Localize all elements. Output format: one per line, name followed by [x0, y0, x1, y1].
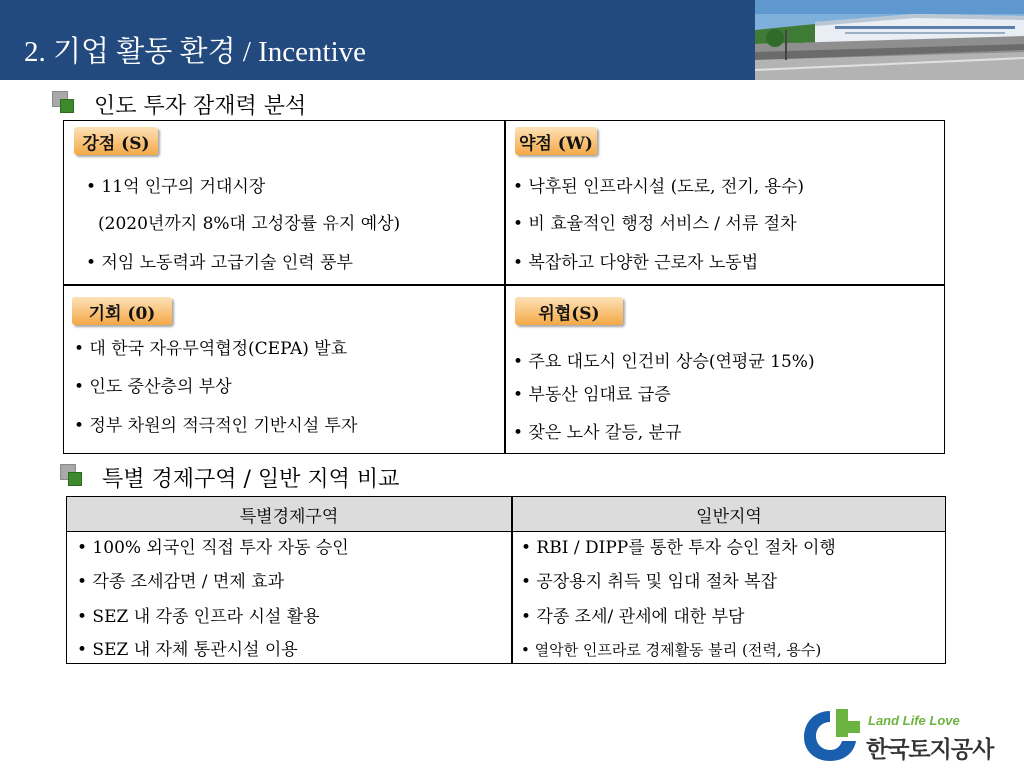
- bullet-squares-icon: [60, 464, 86, 490]
- strength-label: 강점 (S): [74, 127, 158, 155]
- sez-item: • SEZ 내 자체 통관시설 이용: [77, 640, 298, 660]
- opportunity-item: • 대 한국 자유무역협정(CEPA) 발효: [74, 339, 348, 359]
- weakness-item: • 복잡하고 다양한 근로자 노동법: [513, 253, 759, 273]
- comparison-table: [66, 496, 946, 664]
- logo-tagline: Land Life Love: [868, 713, 960, 728]
- section-title: 특별 경제구역 / 일반 지역 비교: [102, 466, 400, 492]
- section-sez-comparison: [60, 463, 399, 491]
- weakness-item: • 비 효율적인 행정 서비스 / 서류 절차: [513, 214, 797, 234]
- general-item: • RBI / DIPP를 통한 투자 승인 절차 이행: [521, 538, 836, 558]
- section-investment-potential: [52, 90, 306, 118]
- logo-name: 한국토지공사: [866, 737, 994, 763]
- strength-item: • 11억 인구의 거대시장: [86, 177, 266, 197]
- threat-item: • 부동산 임대료 급증: [513, 385, 671, 405]
- page-title: 2. 기업 활동 환경 / Incentive: [24, 36, 367, 68]
- general-item: • 열악한 인프라로 경제활동 불리 (전력, 용수): [521, 641, 822, 659]
- sez-item: • 각종 조세감면 / 면제 효과: [77, 572, 284, 592]
- logo-mark-icon: [800, 705, 862, 765]
- section-title: 인도 투자 잠재력 분석: [94, 93, 307, 119]
- bullet-squares-icon: [52, 91, 78, 117]
- title-bar: [0, 0, 755, 80]
- threat-label: 위협(S): [515, 297, 623, 325]
- strength-item: (2020년까지 8%대 고성장률 유지 예상): [98, 214, 401, 234]
- factory-photo: [755, 0, 1024, 80]
- opportunity-label: 기회 (0): [72, 297, 172, 325]
- column-header-sez: 특별경제구역: [239, 506, 339, 527]
- weakness-label: 약점 (W): [515, 127, 597, 155]
- weakness-item: • 낙후된 인프라시설 (도로, 전기, 용수): [513, 177, 805, 197]
- strength-item: • 저임 노동력과 고급기술 인력 풍부: [86, 253, 353, 273]
- opportunity-item: • 인도 중산층의 부상: [74, 377, 232, 397]
- swot-table: [63, 120, 945, 454]
- sez-item: • 100% 외국인 직접 투자 자동 승인: [77, 538, 349, 558]
- sez-item: • SEZ 내 각종 인프라 시설 활용: [77, 607, 320, 627]
- general-item: • 공장용지 취득 및 임대 절차 복잡: [521, 572, 777, 592]
- general-item: • 각종 조세/ 관세에 대한 부담: [521, 607, 745, 627]
- company-logo: [800, 705, 1010, 765]
- threat-item: • 잦은 노사 갈등, 분규: [513, 423, 682, 443]
- threat-item: • 주요 대도시 인건비 상승(연평균 15%): [513, 352, 815, 372]
- column-header-general: 일반지역: [696, 506, 762, 527]
- opportunity-item: • 정부 차원의 적극적인 기반시설 투자: [74, 416, 358, 436]
